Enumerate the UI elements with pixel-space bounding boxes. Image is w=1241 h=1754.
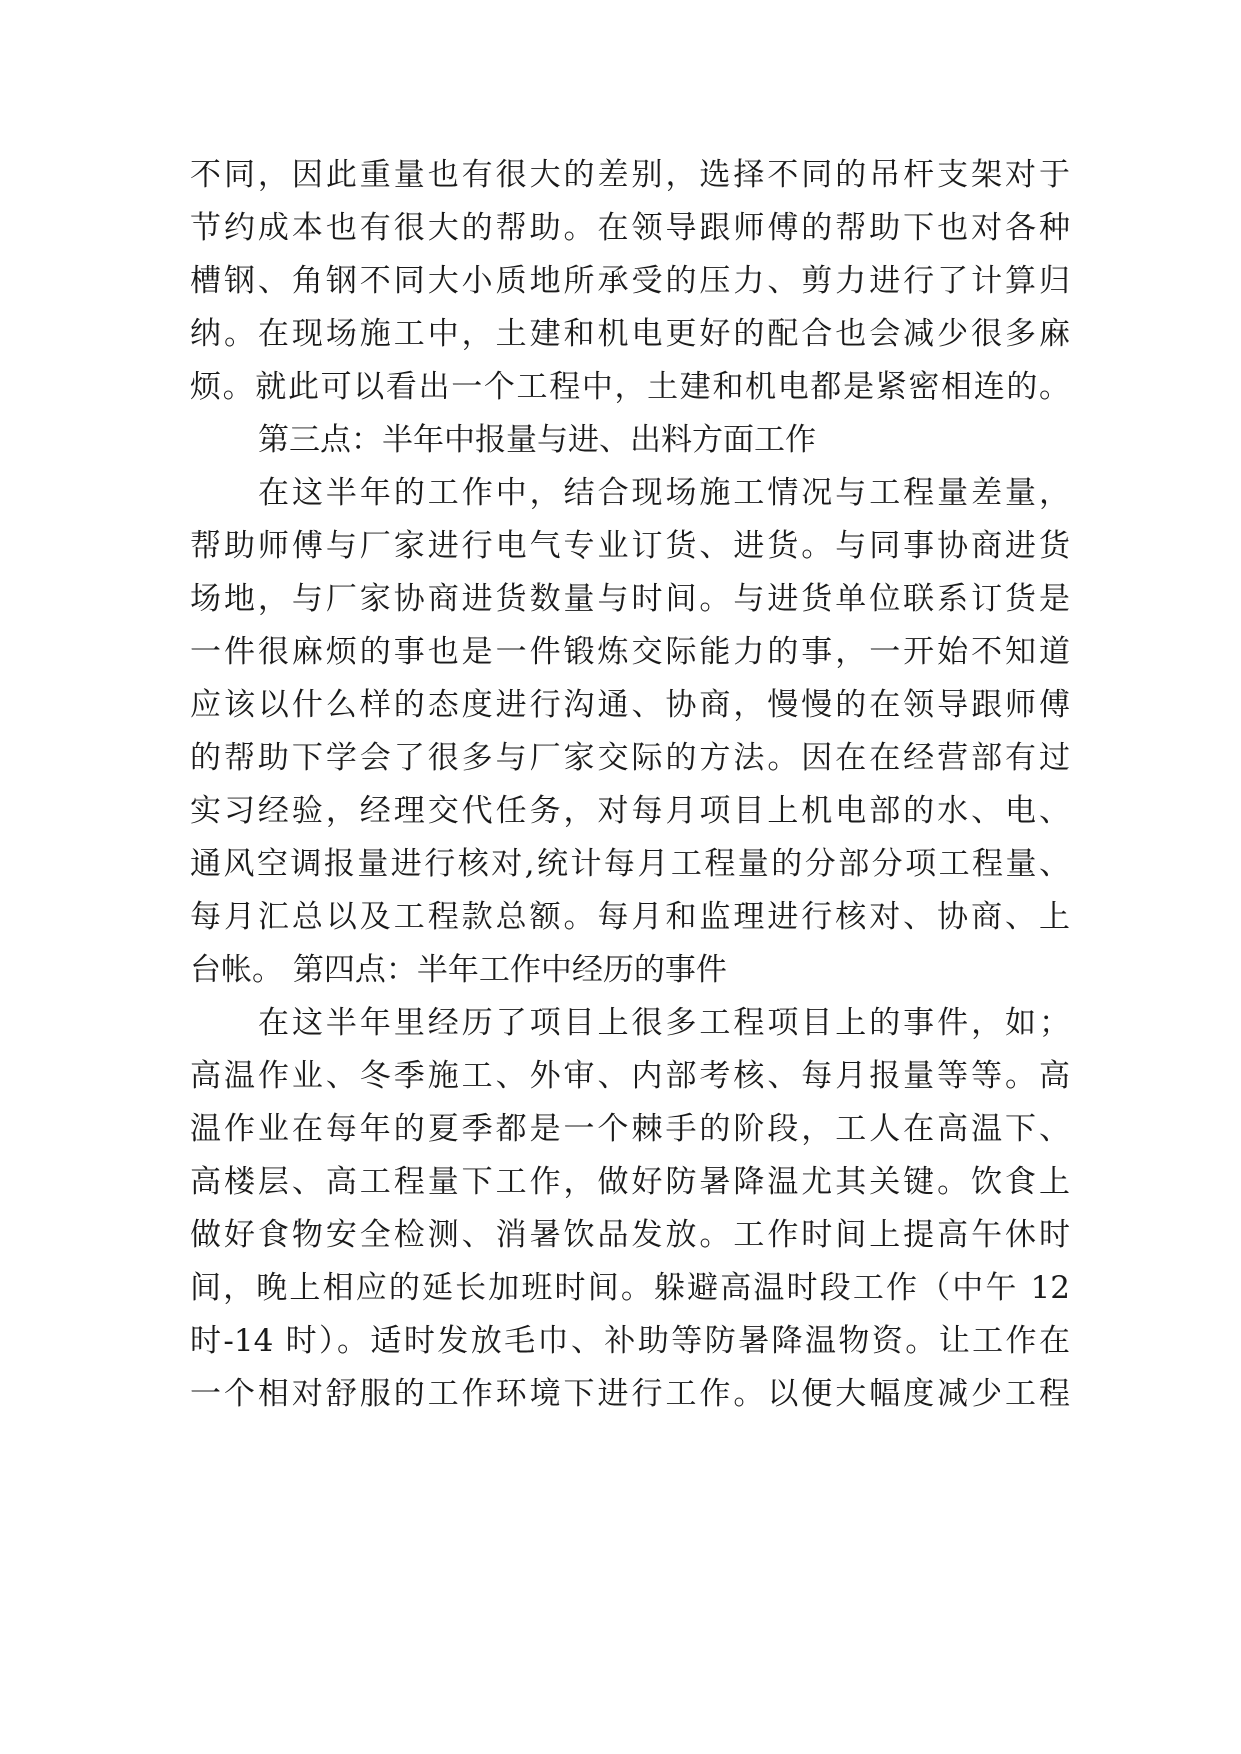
text-line: 高楼层、高工程量下工作，做好防暑降温尤其关键。饮食上 bbox=[190, 1164, 1070, 1200]
text-line: 实习经验，经理交代任务，对每月项目上机电部的水、电、 bbox=[190, 793, 1070, 829]
text-line: 时-14 时）。适时发放毛巾、补助等防暑降温物资。让工作在 bbox=[190, 1323, 1070, 1359]
text-line: 节约成本也有很大的帮助。在领导跟师傅的帮助下也对各种 bbox=[190, 210, 1070, 246]
text-line: 高温作业、冬季施工、外审、内部考核、每月报量等等。高 bbox=[190, 1058, 1070, 1094]
text-line: 每月汇总以及工程款总额。每月和监理进行核对、协商、上 bbox=[190, 899, 1070, 935]
text-line: 帮助师傅与厂家进行电气专业订货、进货。与同事协商进货 bbox=[190, 528, 1070, 564]
text-line: 的帮助下学会了很多与厂家交际的方法。因在在经营部有过 bbox=[190, 740, 1070, 776]
text-line: 槽钢、角钢不同大小质地所承受的压力、剪力进行了计算归 bbox=[190, 263, 1070, 299]
paragraph-first-line: 在这半年的工作中，结合现场施工情况与工程量差量， bbox=[258, 475, 1070, 511]
paragraph-first-line: 在这半年里经历了项目上很多工程项目上的事件，如； bbox=[258, 1005, 1070, 1041]
text-line: 场地，与厂家协商进货数量与时间。与进货单位联系订货是 bbox=[190, 581, 1070, 617]
section-heading: 第三点：半年中报量与进、出料方面工作 bbox=[258, 422, 816, 458]
text-line: 纳。在现场施工中，土建和机电更好的配合也会减少很多麻 bbox=[190, 316, 1070, 352]
text-line: 温作业在每年的夏季都是一个棘手的阶段，工人在高温下、 bbox=[190, 1111, 1070, 1147]
text-line: 烦。就此可以看出一个工程中，土建和机电都是紧密相连的。 bbox=[190, 369, 1070, 405]
text-line: 做好食物安全检测、消暑饮品发放。工作时间上提高午休时 bbox=[190, 1217, 1070, 1253]
text-line: 应该以什么样的态度进行沟通、协商，慢慢的在领导跟师傅 bbox=[190, 687, 1070, 723]
text-line: 不同，因此重量也有很大的差别，选择不同的吊杆支架对于 bbox=[190, 157, 1070, 193]
text-line: 通风空调报量进行核对,统计每月工程量的分部分项工程量、 bbox=[190, 846, 1070, 882]
text-line: 一个相对舒服的工作环境下进行工作。以便大幅度减少工程 bbox=[190, 1376, 1070, 1412]
text-line: 间，晚上相应的延长加班时间。躲避高温时段工作（中午 12 bbox=[190, 1270, 1070, 1306]
text-line-with-heading: 台帐。 第四点：半年工作中经历的事件 bbox=[190, 952, 727, 988]
text-line: 一件很麻烦的事也是一件锻炼交际能力的事，一开始不知道 bbox=[190, 634, 1070, 670]
